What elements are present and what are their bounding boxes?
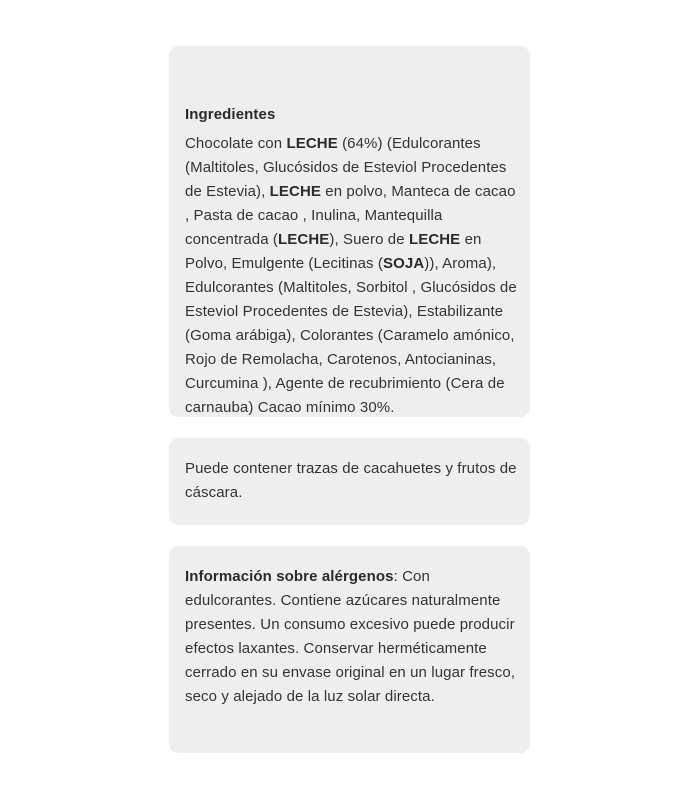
ingredients-segment: en Polvo, Emulgente (Lecitinas ( <box>185 231 482 272</box>
allergens-card <box>169 546 530 753</box>
ingredients-segment: ), Suero de <box>329 231 409 248</box>
traces-text: Puede contener trazas de cacahuetes y frutos de cáscara. <box>185 460 517 501</box>
ingredients-card <box>169 46 530 417</box>
allergen-highlight: LECHE <box>408 231 461 248</box>
traces-card <box>169 438 530 525</box>
ingredients-text <box>185 132 518 420</box>
ingredients-title: Ingredientes <box>185 106 276 123</box>
allergens-text <box>185 565 518 709</box>
ingredients-segment: en polvo, Manteca de cacao , Pasta de cacao , Inulina, Mantequilla concentrada ( <box>185 183 516 248</box>
ingredients-segment: )), Aroma), Edulcorantes (Maltitoles, Sorbitol , Glucósidos de Esteviol Procedentes de Estevia), Estabilizante (Goma arábiga), Colorantes (Caramelo amónico, Rojo de Remolacha, Carotenos, Antocianinas, Curcumina ), Agente de recubrimiento (Cera de carnauba) Cacao mínimo 30%. <box>185 255 517 416</box>
allergen-highlight: LECHE <box>286 135 338 152</box>
ingredients-segment: Chocolate con <box>185 135 287 152</box>
allergen-highlight: SOJA <box>383 255 425 272</box>
allergen-highlight: LECHE <box>278 231 330 248</box>
allergens-description: : Con edulcorantes. Contiene azúcares naturalmente presentes. Un consumo excesivo puede producir efectos laxantes. Conservar herméticamente cerrado en su envase original en un lugar fresco, seco y alejado de la luz solar directa. <box>185 568 516 705</box>
allergens-label: Información sobre alérgenos <box>185 568 394 585</box>
allergen-highlight: LECHE <box>269 183 322 200</box>
ingredients-segment: (64%) (Edulcorantes (Maltitoles, Glucósidos de Esteviol Procedentes de Estevia), <box>185 135 507 200</box>
